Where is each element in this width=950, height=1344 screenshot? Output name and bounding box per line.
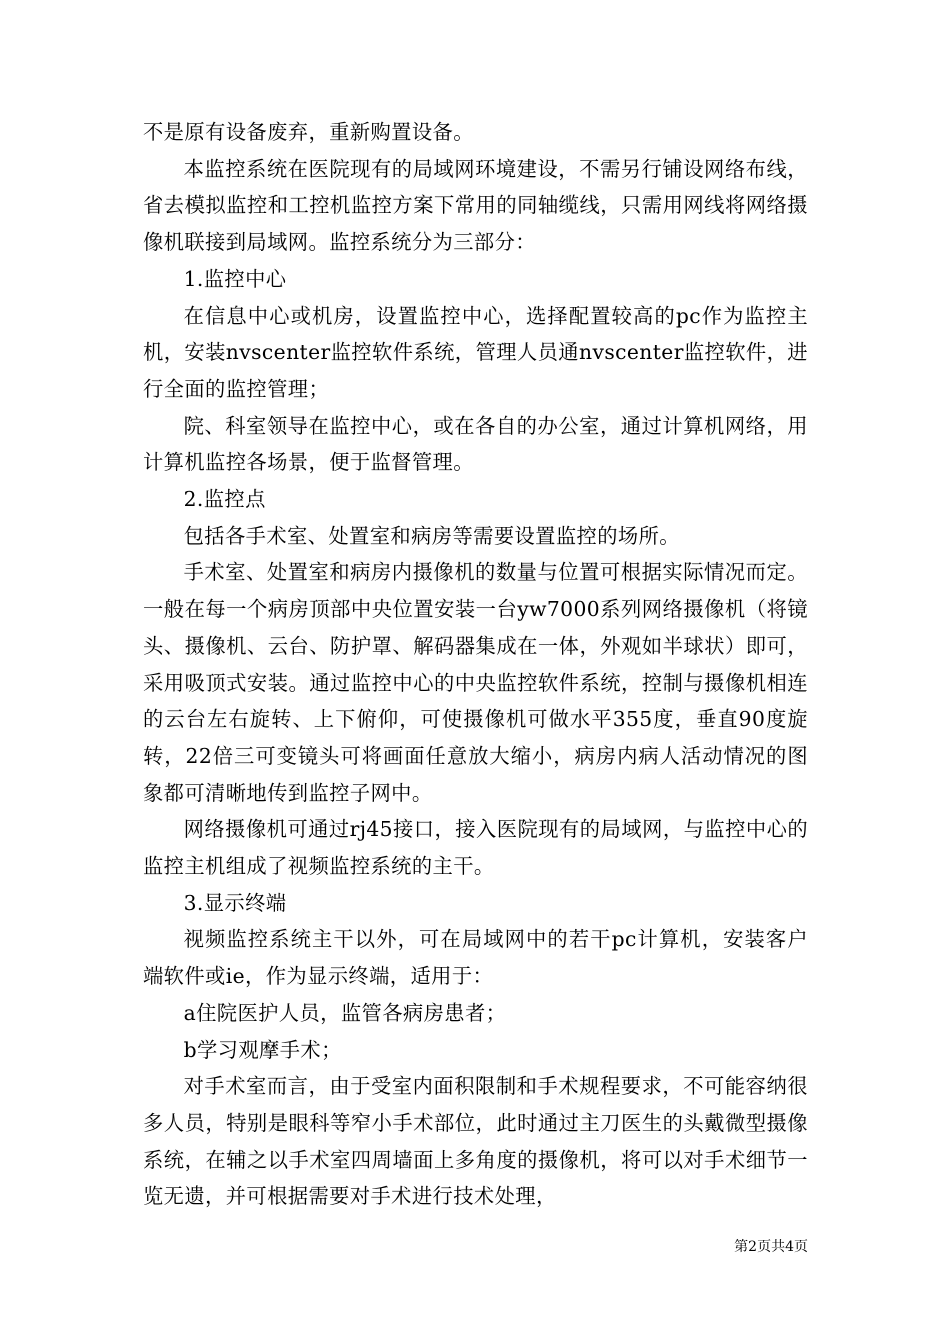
list-item-a: a住院医护人员，监管各病房患者； bbox=[183, 1000, 507, 1025]
paragraph-1: 不是原有设备废弃，重新购置设备。 bbox=[143, 120, 474, 144]
paragraph-14: 对手术室而言，由于受室内面积限制和手术规程要求，不可能容纳很多人员，特别是眼科等窄小手术部位，此时通过主刀医生的头戴微型摄像系统，在辅之以手术室四周墙面上多角度的摄像机，将可以对手术细节一览无遗，并可根据需要对手术进行技术处理， bbox=[143, 1074, 808, 1209]
list-item-b: b学习观摩手术； bbox=[183, 1037, 342, 1062]
paragraph-2: 本监控系统在医院现有的局域网环境建设，不需另行铺设网络布线，省去模拟监控和工控机监控方案下常用的同轴缆线，只需用网线将网络摄像机联接到局域网。监控系统分为三部分： bbox=[143, 156, 808, 255]
paragraph-4: 在信息中心或机房，设置监控中心，选择配置较高的pc作为监控主机，安装nvscenter监控软件系统，管理人员通nvscenter监控软件，进行全面的监控管理； bbox=[143, 303, 808, 401]
document-body bbox=[143, 114, 808, 1215]
paragraph-9: 网络摄像机可通过rj45接口，接入医院现有的局域网，与监控中心的监控主机组成了视频监控系统的主干。 bbox=[143, 817, 808, 879]
paragraph-11: 视频监控系统主干以外，可在局域网中的若干pc计算机，安装客户端软件或ie，作为显示终端，适用于： bbox=[143, 927, 808, 989]
paragraph-5: 院、科室领导在监控中心，或在各自的办公室，通过计算机网络，用计算机监控各场景，便于监督管理。 bbox=[143, 413, 808, 475]
paragraph-7: 包括各手术室、处置室和病房等需要设置监控的场所。 bbox=[183, 523, 680, 548]
paragraph-8: 手术室、处置室和病房内摄像机的数量与位置可根据实际情况而定。一般在每一个病房顶部中央位置安装一台yw7000系列网络摄像机（将镜头、摄像机、云台、防护罩、解码器集成在一体，外观如半球状）即可，采用吸顶式安装。通过监控中心的中央监控软件系统，控制与摄像机相连的云台左右旋转、上下俯仰，可使摄像机可做水平355度，垂直90度旋转，22倍三可变镜头可将画面任意放大缩小，病房内病人活动情况的图象都可清晰地传到监控子网中。 bbox=[143, 560, 808, 805]
page-number-footer: 第2页共4页 bbox=[734, 1239, 808, 1255]
section-heading-monitoring-point: 2.监控点 bbox=[183, 487, 266, 512]
section-heading-display-terminal: 3.显示终端 bbox=[183, 890, 287, 915]
section-heading-monitoring-center: 1.监控中心 bbox=[183, 266, 287, 291]
